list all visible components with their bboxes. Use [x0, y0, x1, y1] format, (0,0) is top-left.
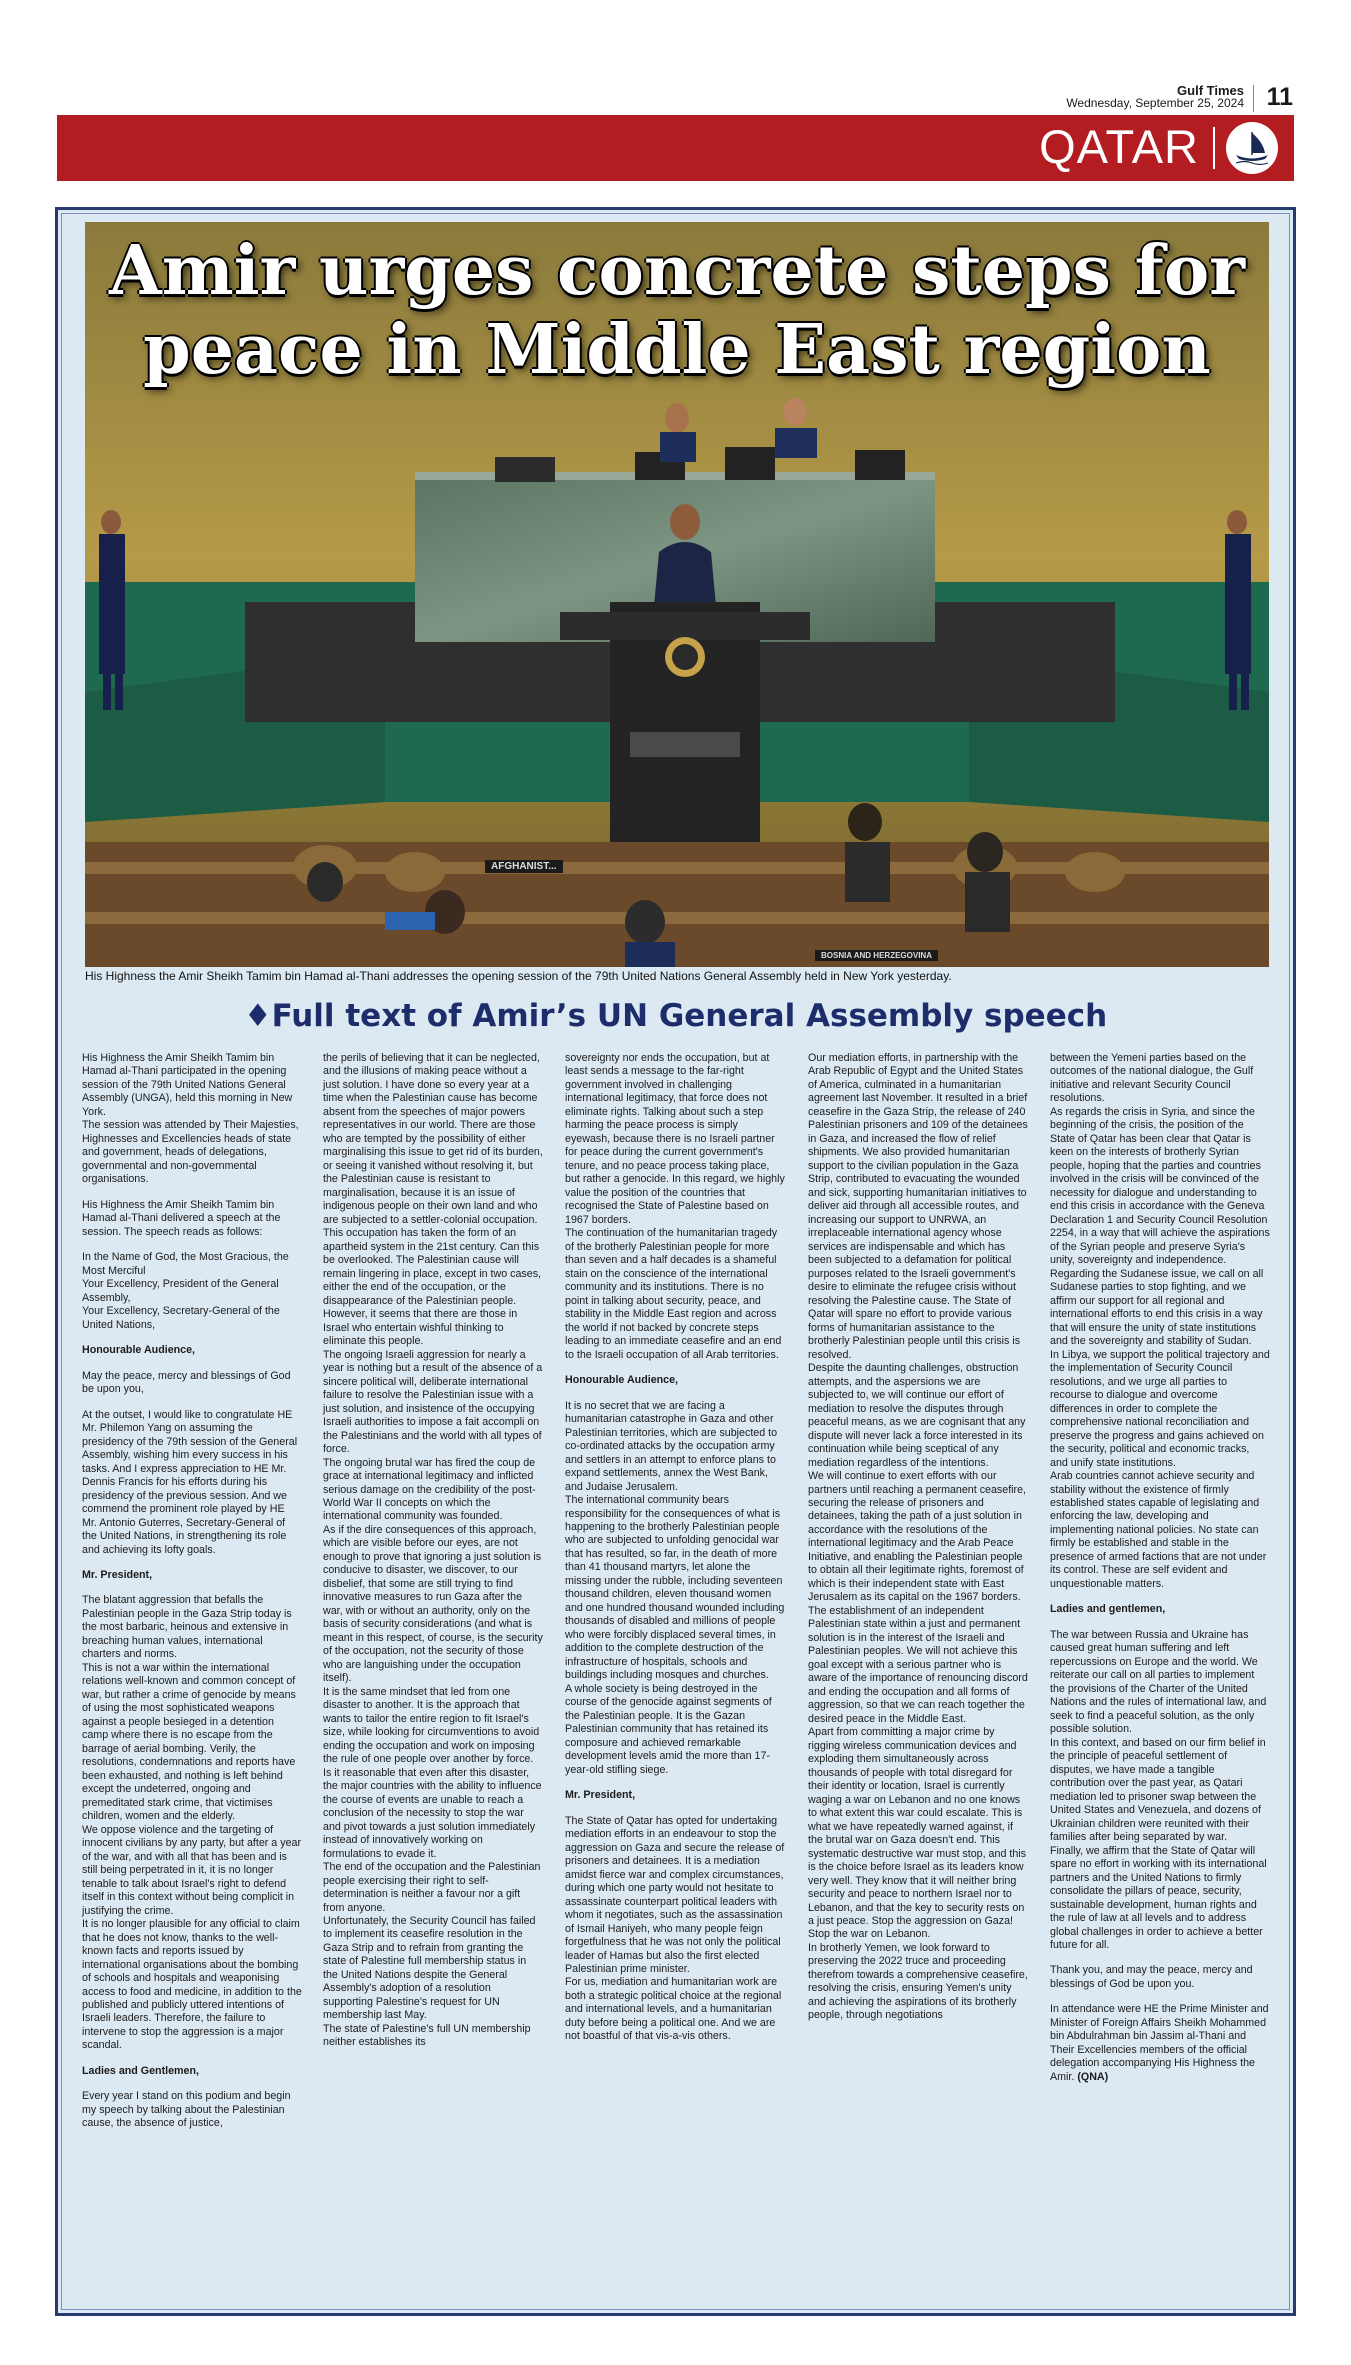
paragraph: between the Yemeni parties based on the outcomes of the national dialogue, the Gulf initiative and relevant Security Council resolutions.	[1050, 1052, 1254, 1105]
paragraph: May the peace, mercy and blessings of God be upon you,	[82, 1369, 291, 1396]
paragraph: His Highness the Amir Sheikh Tamim bin Hamad al-Thani participated in the opening session of the 79th United Nations General Assembly (UNGA), held this morning in New York.	[82, 1052, 293, 1118]
paragraph: In Libya, we support the political trajectory and the implementation of Security Council resolutions, and we urge all parties to recourse to dialogue and overcome differences in order to complete the comprehensive national reconciliation and preserve the progress and gains achieved on the security, political and economic tracks, and unify state institutions.	[1050, 1348, 1270, 1469]
country-placard: AFGHANIST...	[485, 860, 563, 873]
paragraph: Your Excellency, Secretary-General of the United Nations,	[82, 1305, 280, 1331]
page-number: 11	[1266, 83, 1293, 111]
paragraph: Our mediation efforts, in partnership with the Arab Republic of Egypt and the United States of America, culminated in a humanitarian agreement last November. It resulted in a brief ceasefire in the Gaza Strip, the release of 240 Palestinian prisoners and 109 of the detainees in Gaza, and increased the flow of relief shipments. We also provided humanitarian support to the civilian population in the Gaza Strip, contributed to evacuating the wounded and sick, supporting humanitarian initiatives to deliver aid through all accessible routes, and increasing our support to UNRWA, an irreplaceable international agency whose services are indispensable and which has been subjected to a defamation for political purposes related to the Israeli government's desire to eliminate the refugee crisis without resolving the Palestine cause. The State of Qatar will spare no effort to provide various forms of humanitarian assistance to the brotherly Palestinian people until this crisis is resolved.	[808, 1052, 1028, 1361]
paragraph: At the outset, I would like to congratulate HE Mr. Philemon Yang on assuming the presidency of the 79th session of the General Assembly, wishing him every success in his tasks. And I express appreciation to HE Mr. Dennis Francis for his efforts during his presidency of the previous session. And we commend the prominent role played by HE Mr. Antonio Guterres, Secretary-General of the United Nations, in strengthening its role and achieving its lofty goals.	[82, 1408, 298, 1556]
assembly-photo	[85, 222, 1269, 967]
paragraph: The continuation of the humanitarian tragedy of the brotherly Palestinian people for more than seven and a half decades is a shameful stain on the conscience of the international community and its institutions. There is no point in talking about security, peace, and stability in the Middle East region and across the world if not backed by concrete steps leading to an immediate ceasefire and an end to the Israeli occupation of all Arab territories.	[565, 1227, 782, 1361]
folio	[0, 83, 1351, 113]
paragraph: It is no longer plausible for any official to claim that he does not know, thanks to the well-known facts and reports issued by international organisations about the bombing of schools and hospitals and weaponising access to food and medicine, in addition to the published and publicly uttered intentions of Israeli leaders. Therefore, the failure to intervene to stop the aggression is a major scandal.	[82, 1918, 302, 2052]
body-column-5	[1050, 1052, 1270, 2084]
paragraph: Every year I stand on this podium and begin my speech by talking about the Palestinian cause, the absence of justice,	[82, 2090, 291, 2130]
country-placard-2: BOSNIA AND HERZEGOVINA	[815, 950, 938, 961]
paragraph: The establishment of an independent Palestinian state within a just and permanent solution is in the interest of the Israeli and Palestinian peoples. We will not achieve this goal except with a serious partner who is aware of the importance of renouncing discord and ending the occupation and all forms of aggression, so that we can reach together the desired peace in the Middle East.	[808, 1604, 1028, 1725]
body-column-2	[323, 1052, 543, 2050]
paragraph: Apart from committing a major crime by rigging wireless communication devices and exploding them simultaneously across thousands of people with total disregard for their identity or location, Israel is currently waging a war on Lebanon and no one knows to what extent this war could escalate. This is what we have repeatedly warned against, if the brutal war on Gaza doesn't end. This systematic destructive war must stop, and this is the choice before Israel as its leaders know very well. They know that it will neither bring security and peace to northern Israel nor to Lebanon, and that the key to security rests on a just peace. Stop the aggression on Gaza! Stop the war on Lebanon.	[808, 1726, 1026, 1941]
paragraph: sovereignty nor ends the occupation, but at least sends a message to the far-right government involved in challenging international legitimacy, that force does not eliminate rights. Talking about such a step harming the peace process is simply eyewash, because there is no Israeli partner for peace during the current government's tenure, and no peace process taking place, but rather a genocide. In this regard, we highly value the position of the countries that recognised the State of Palestine based on 1967 borders.	[565, 1052, 785, 1226]
section-heading: Honourable Audience,	[82, 1344, 196, 1357]
section-heading: Mr. President,	[82, 1568, 153, 1581]
paragraph: In brotherly Yemen, we look forward to preserving the 2022 truce and proceeding therefrom towards a comprehensive ceasefire, resolving the crisis, ensuring Yemen's unity and achieving the aspirations of its brotherly people, through negotiations	[808, 1941, 1028, 2022]
source-credit: (QNA)	[1077, 2070, 1109, 2083]
photo-caption: His Highness the Amir Sheikh Tamim bin Hamad al-Thani addresses the opening session of the 79th United Nations General Assembly held in New York yesterday.	[85, 969, 952, 983]
section-heading: Mr. President,	[565, 1789, 636, 1802]
paragraph: In the Name of God, the Most Gracious, the Most Merciful	[82, 1251, 289, 1277]
paragraph: As regards the crisis in Syria, and since the beginning of the crisis, the position of the State of Qatar has been clear that Qatar is keen on the interests of brotherly Syrian people, hoping that the parties and countries involved in the crisis will be convinced of the necessity for dialogue and understanding to end this crisis in accordance with the Geneva Declaration 1 and Security Council Resolution 2254, in a way that will achieve the aspirations of the Syrian people and preserve Syria's unity, sovereignty and independence.	[1050, 1105, 1270, 1267]
paragraph: The State of Qatar has opted for undertaking mediation efforts in an endeavour to stop the aggression on Gaza and secure the release of prisoners and detainees. It is a mediation amidst fierce war and complex circumstances, during which one party would not hesitate to assassinate counterpart political leaders with whom it negotiates, such as the assassination of Ismail Haniyeh, who many people feign forgetfulness that he was not only the political leader of Hamas but also the first elected Palestinian prime minister.	[565, 1814, 785, 1975]
speech-subheading: ♦Full text of Amir’s UN General Assembly speech	[243, 998, 1108, 1034]
paragraph: The ongoing brutal war has fired the coup de grace at international legitimacy and inflicted serious damage on the credibility of the post-World War II concepts on which the international community was founded.	[323, 1456, 536, 1523]
section-title: QATAR	[1039, 120, 1199, 173]
section-heading: Ladies and Gentlemen,	[82, 2064, 199, 2077]
paragraph: This occupation has taken the form of an apartheid system in the 21st century. Can this be overlooked. The Palestinian cause will remain lingering in place, except in two cases, either the end of the occupation, or the disappearance of the Palestinian people. However, it seems that there are those in Israel who entertain wishful thinking to eliminate this people.	[323, 1227, 542, 1348]
body-column-1	[82, 1052, 302, 2131]
paragraph: This is not a war within the international relations well-known and common concept of war, but rather a crime of genocide by means of using the most sophisticated weapons against a people besieged in a detention camp where there is no escape from the barrage of aerial bombing. Verily, the resolutions, condemnations and reports have been exhausted, and nothing is left behind except the undeterred, ongoing and premeditated stark crime, that victimises children, women and the elderly.	[82, 1661, 296, 1823]
paragraph: Regarding the Sudanese issue, we call on all Sudanese parties to stop fighting, and we affirm our support for all regional and international efforts to end this crisis in a way that will ensure the unity of state institutions and the sovereignty and stability of Sudan.	[1050, 1267, 1264, 1348]
paragraph: His Highness the Amir Sheikh Tamim bin Hamad al-Thani delivered a speech at the session. The speech reads as follows:	[82, 1198, 281, 1238]
paragraph: Your Excellency, President of the General Assembly,	[82, 1278, 279, 1304]
attendance-text: In attendance were HE the Prime Minister and Minister of Foreign Affairs Sheikh Mohammed bin Abdulrahman bin Jassim al-Thani and Their Excellencies members of the official delegation accompanying His Highness the Amir.	[1050, 2003, 1269, 2083]
paragraph: The international community bears responsibility for the consequences of what is happening to the brotherly Palestinian people who are subjected to unfolding genocidal war that has resulted, so far, in the death of more than 41 thousand martyrs, let alone the missing under the rubble, including seventeen thousand children, eleven thousand women and one hundred thousand wounded including thousands of disabled and millions of people who were forcibly displaced several times, in addition to the complete destruction of the infrastructure of hospitals, schools and buildings including mosques and churches.	[565, 1494, 785, 1682]
paragraph: As if the dire consequences of this approach, which are visible before our eyes, are not enough to prove that ignoring a just solution is conducive to disaster, we discover, to our disbelief, that some are still trying to find innovative measures to run Gaza after the war, with or without an authority, only on the basis of security considerations (and what is meant in this respect, of course, is the security of the occupation, not the security of those who are languishing under the occupation itself).	[323, 1523, 543, 1685]
paragraph: Unfortunately, the Security Council has failed to implement its ceasefire resolution in the Gaza Strip and to refrain from granting the state of Palestine full membership status in the United Nations despite the General Assembly's adoption of a resolution supporting Palestine's request for UN membership last May.	[323, 1915, 536, 2022]
paragraph: Finally, we affirm that the State of Qatar will spare no effort in working with its international partners and the United Nations to firmly consolidate the pillars of peace, security, sustainable development, human rights and the rule of law at all levels and to address global challenges in order to achieve a better future for all.	[1050, 1844, 1267, 1951]
paragraph: We oppose violence and the targeting of innocent civilians by any party, but after a year of the war, and with all that has been and is still being perpetrated in it, it is no longer tenable to talk about Israel's right to defend itself in this context without being complicit in justifying the crime.	[82, 1823, 302, 1917]
paragraph: The state of Palestine's full UN membership neither establishes its	[323, 2022, 531, 2049]
issue-date: Wednesday, September 25, 2024	[1066, 96, 1244, 110]
paragraph: The ongoing Israeli aggression for nearly a year is nothing but a result of the absence of a sincere political will, deliberate international failure to resolve the Palestinian issue with a just solution, and insistence of the occupying Israeli authorities to impose a fait accompli on the Palestinians and the world with all types of force.	[323, 1348, 543, 1456]
paragraph: Is it reasonable that even after this disaster, the major countries with the ability to influence the course of events are unable to reach a conclusion of the necessity to stop the war and pivot towards a just solution immediately instead of innovatively working on formulations to evade it.	[323, 1766, 542, 1860]
paragraph: Despite the daunting challenges, obstruction attempts, and the aspersions we are subjected to, we will continue our effort of mediation to resolve the disputes through peaceful means, as we are cognisant that any dispute will never lack a force interested in its continuation while being sceptical of any mediation regardless of the intentions.	[808, 1362, 1026, 1469]
paragraph: The session was attended by Their Majesties, Highnesses and Excellencies heads of state and government, heads of delegations, governmental and non-governmental organisations.	[82, 1119, 299, 1186]
paragraph	[1050, 2003, 1270, 2084]
paragraph: The blatant aggression that befalls the Palestinian people in the Gaza Strip today is the most barbaric, heinous and extensive in breaching human values, international charters and norms.	[82, 1594, 292, 1661]
paragraph: Thank you, and may the peace, mercy and blessings of God be upon you.	[1050, 1964, 1253, 1990]
paragraph: The end of the occupation and the Palestinian people exercising their right to self-determination is neither a favour nor a gift from anyone.	[323, 1861, 541, 1914]
headline: Amir urges concrete steps for peace in Middle East region	[108, 231, 1245, 390]
paragraph: the perils of believing that it can be neglected, and the illusions of making peace without a just solution. I have done so every year at a time when the Palestinian cause has become absent from the speeches of major powers representatives in our world. There are those who are tempted by the possibility of either marginalising this issue to get rid of its burden, or seeing it vanished without resolving it, but the Palestinian cause is resistant to marginalisation, because it is an issue of indigenous people on their own land and who are subjected to a settler-colonial occupation.	[323, 1052, 543, 1226]
paragraph: A whole society is being destroyed in the course of the genocide against segments of the Palestinian people. It is the Gazan Palestinian community that has retained its composure and achieved remarkable development levels amid the more than 17-year-old stifling siege.	[565, 1682, 772, 1776]
folio-divider	[1253, 85, 1254, 112]
dhow-icon	[1226, 122, 1278, 174]
banner-divider	[1213, 127, 1215, 169]
paragraph: For us, mediation and humanitarian work are both a strategic political choice at the regional and international levels, and a humanitarian duty before being a political one. And we are not boastful of that vis-a-vis others.	[565, 1976, 782, 2043]
body-column-4	[808, 1052, 1028, 2023]
paragraph: In this context, and based on our firm belief in the principle of peaceful settlement of disputes, we have made a tangible contribution over the past year, as Qatari mediation led to prisoner swap between the United States and Venezuela, and dozens of Ukrainian children were reunited with their families after being separated by war.	[1050, 1736, 1266, 1844]
paragraph: The war between Russia and Ukraine has caused great human suffering and left repercussions on Europe and the world. We reiterate our call on all parties to implement the provisions of the Charter of the United Nations and the rules of international law, and seek to find a peaceful solution, as the only possible solution.	[1050, 1628, 1267, 1736]
section-banner	[57, 115, 1294, 181]
paragraph: It is the same mindset that led from one disaster to another. It is the approach that wants to tailor the entire region to fit Israel's size, while looking for circumventions to avoid ending the occupation and work on imposing the rule of one people over another by force.	[323, 1685, 540, 1766]
section-heading: Honourable Audience,	[565, 1374, 679, 1387]
body-column-3	[565, 1052, 785, 2044]
paragraph: Arab countries cannot achieve security and stability without the existence of firmly established states capable of legislating and enforcing the law, developing and implementing national policies. No state can firmly be established and stable in the presence of armed factions that are not under its control. These are self evident and unquestionable matters.	[1050, 1470, 1267, 1590]
paper-name: Gulf Times	[1177, 83, 1244, 98]
paragraph: It is no secret that we are facing a humanitarian catastrophe in Gaza and other Palestinian territories, which are subjected to co-ordinated attacks by the occupation army and settlers in an attempt to enforce plans to expand settlements, annex the West Bank, and Judaise Jerusalem.	[565, 1399, 778, 1493]
paragraph: We will continue to exert efforts with our partners until reaching a permanent ceasefire, securing the release of prisoners and detainees, taking the path of a just solution in accordance with the resolutions of the international legitimacy and the Arab Peace Initiative, and enabling the Palestinian people to obtain all their legitimate rights, foremost of which is their independent state with East Jerusalem as its capital on the 1967 borders.	[808, 1470, 1027, 1604]
section-heading: Ladies and gentlemen,	[1050, 1603, 1166, 1616]
